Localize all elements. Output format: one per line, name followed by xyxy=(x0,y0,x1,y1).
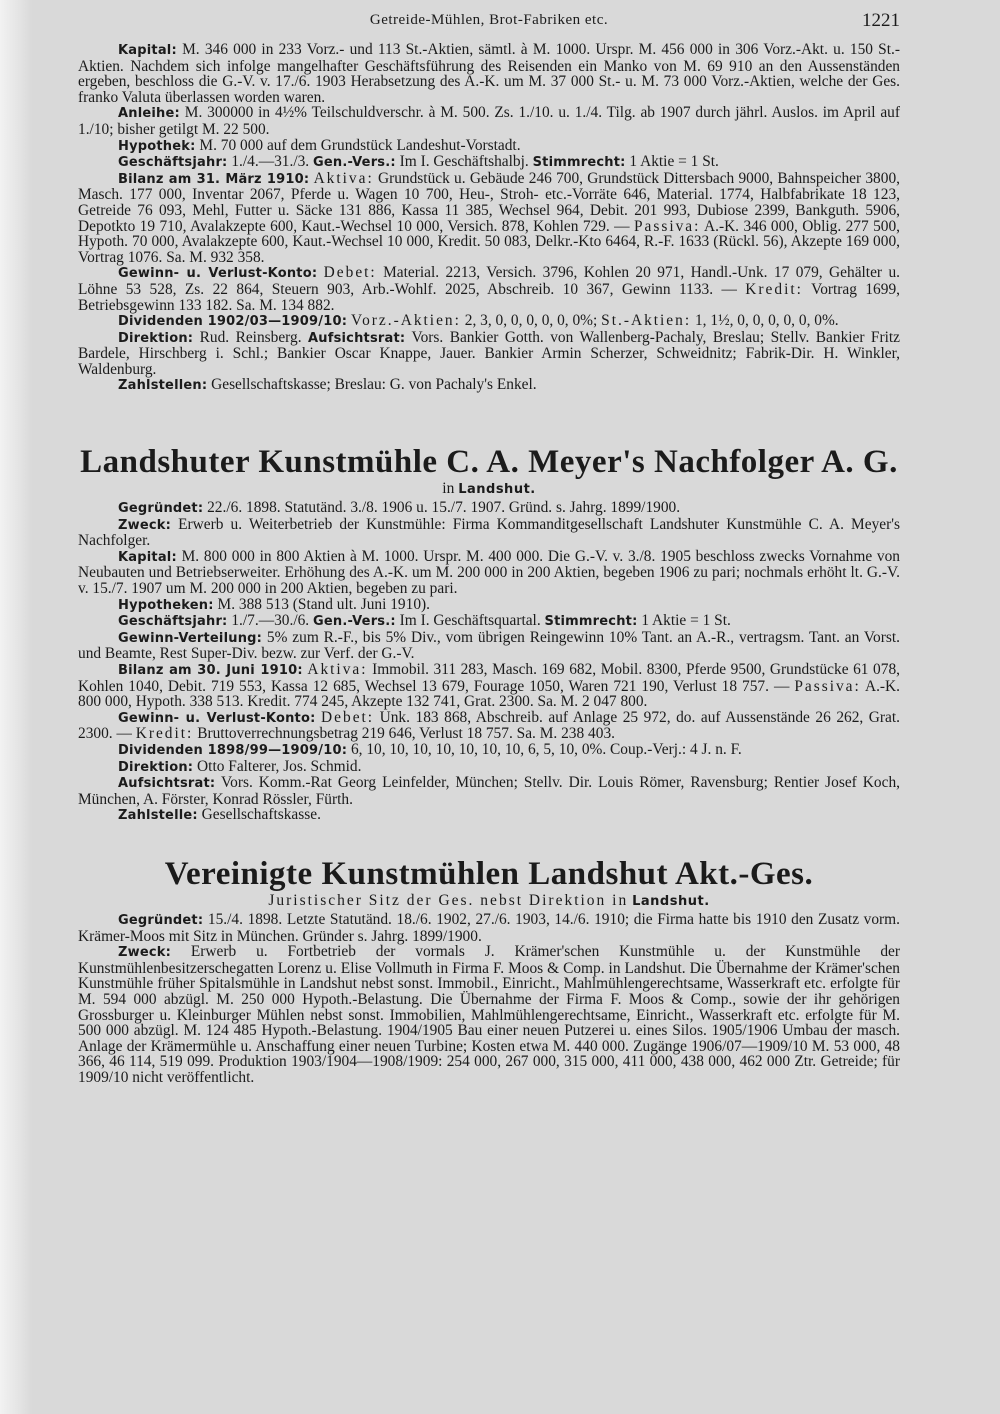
company-title: Vereinigte Kunstmühlen Landshut Akt.-Ges. xyxy=(164,855,814,892)
entry2-hypotheken xyxy=(78,597,900,614)
entry2-zahlstelle xyxy=(78,807,900,824)
bilanz-aktiva: Grundstück u. Gebäude 246 700, Grundstück Dittersbach 9000, Bahnspeicher 3800, Masch. 177 000, Inventar 2067, Pferde u. Wagen 10 700, Heu-, Stroh- etc.-Vorräte 646, Material. 1774, Halbfabrikate 18 123, Getreide 76 093, Mehl, Futter u. Säcke 131 886, Kassa 11 385, Wechsel 964, Debit. 201 993, Dubiose 2399, Bankguth. 5906, Depotkto 19 710, Avalakzepte 600, Kaut.-Wechsel 10 000, Versich. 878, Kohlen 729. — xyxy=(78,169,900,235)
gegruendet-text: 22./6. 1898. Statutänd. 3./8. 1906 u. 15./7. 1907. Gründ. s. Jahrg. 1899/1900. xyxy=(207,499,681,517)
stimmrecht-label: Stimmrecht: xyxy=(532,155,626,171)
passiva-word: Passiva: xyxy=(794,677,861,695)
entry1-anleihe xyxy=(78,105,900,137)
page-number: 1221 xyxy=(862,10,900,31)
bilanz-passiva: A.-K. 800 000, Hypoth. 338 513. Kredit. 774 245, Akzepte 132 741, Grat. 2300. Sa. M. 2 047 800. xyxy=(78,677,901,711)
hypothek-label: Hypothek: xyxy=(118,138,196,154)
direktion-label: Direktion: xyxy=(118,759,194,775)
gewinnverteilung-text: 5% zum R.-F., bis 5% Div., vom übrigen Reingewinn 10% Tant. an A.-R., vertragsm. Tant. an Vorst. und Beamte, Rest Super-Div. bezw. zur Verf. der G.-V. xyxy=(78,628,900,663)
stimmrecht-label: Stimmrecht: xyxy=(544,614,638,630)
entry1-hypothek xyxy=(78,138,900,155)
gegruendet-text: 15./4. 1898. Letzte Statutänd. 18./6. 1902, 27./6. 1903, 14./6. 1910; die Firma hatte bis 1910 den Zusatz vorm. Krämer-Moos mit Sitz in München. Gründer s. Jahrg. 1899/1900. xyxy=(78,910,900,945)
kapital-text: M. 346 000 in 233 Vorz.- und 113 St.-Aktien, sämtl. à M. 1000. Urspr. M. 456 000 in 306 Vorz.-Akt. u. 150 St.-Aktien. Nachdem sich infolge mangelhafter Geschäftsführung des Reisenden ein Manko von M. 69 910 an den Aussenständen ergeben, beschloss die G.-V. v. 17./6. 1903 Herabsetzung des A.-K. um M. 37 000 St.- u. M. 73 000 Vorz.-Aktien, welche der Ges. franko Valuta überlassen worden waren. xyxy=(78,41,900,106)
div-vorz-word: Vorz.-Aktien: xyxy=(350,312,461,330)
entry1-guv xyxy=(78,265,900,313)
entry2-dividenden xyxy=(78,742,900,759)
entry2-direktion xyxy=(78,759,900,776)
bilanz-label: Bilanz am 31. März 1910: xyxy=(118,171,310,187)
hypothek-text: M. 70 000 auf dem Grundstück Landeshut-Vorstadt. xyxy=(199,136,521,154)
stimmrecht-text: 1 Aktie = 1 St. xyxy=(641,612,731,630)
zahlstellen-text: Gesellschaftskasse; Breslau: G. von Pachaly's Enkel. xyxy=(211,376,537,394)
zahlstellen-label: Zahlstellen: xyxy=(118,378,208,394)
seat-prefix: Juristischer Sitz der Ges. nebst Direktion in xyxy=(268,891,629,909)
entry3-zweck xyxy=(78,944,900,1085)
entry1-kapital xyxy=(78,42,900,105)
guv-label: Gewinn- u. Verlust-Konto: xyxy=(118,266,318,282)
hypotheken-label: Hypotheken: xyxy=(118,597,214,613)
gegruendet-label: Gegründet: xyxy=(118,912,204,928)
gj-text: 1./4.—31./3. xyxy=(231,153,310,171)
entry1-bilanz xyxy=(78,171,900,266)
zahlstelle-text: Gesellschaftskasse. xyxy=(201,806,321,824)
entry1-direktion xyxy=(78,330,900,378)
zweck-label: Zweck: xyxy=(118,945,172,961)
gewinnverteilung-label: Gewinn-Verteilung: xyxy=(118,630,263,646)
direktion-label: Direktion: xyxy=(118,330,194,346)
running-title: Getreide-Mühlen, Brot-Fabriken etc. xyxy=(369,12,609,28)
stimmrecht-text: 1 Aktie = 1 St. xyxy=(629,153,719,171)
div-st: 1, 1½, 0, 0, 0, 0, 0, 0%. xyxy=(694,312,839,330)
bilanz-label: Bilanz am 30. Juni 1910: xyxy=(118,663,303,678)
entry2-aufsichtsrat xyxy=(78,775,900,807)
guv-label: Gewinn- u. Verlust-Konto: xyxy=(118,710,316,726)
seat-prefix: in xyxy=(442,480,455,498)
gj-label: Geschäftsjahr: xyxy=(118,155,228,171)
dividenden-label: Dividenden 1902/03—1909/10: xyxy=(118,314,348,330)
aufsichtsrat-text: Vors. Bankier Gotth. von Wallenberg-Pachaly, Breslau; Stellv. Bankier Fritz Bardele, Hirschberg i. Schl.; Bankier Oscar Knappe, Jauer. Bankier Armin Scherzer, Schweidnitz; Fabrik-Dir. H. Winkler, Waldenburg. xyxy=(78,328,901,378)
entry2-zweck xyxy=(78,517,900,549)
debet-word: Debet: xyxy=(321,708,375,726)
entry1-zahlstellen xyxy=(78,377,900,394)
company-seat xyxy=(78,892,900,910)
entry-continuation xyxy=(78,42,900,394)
bilanz-aktiva: Immobil. 311 283, Masch. 169 682, Mobil. 8300, Pferde 9500, Grundstücke 61 078, Kohlen 1040, Debit. 719 553, Kassa 12 685, Wechsel 13 679, Fourage 1050, Waren 721 190, Verlust 18 757. — xyxy=(78,661,900,695)
seat-place: Landshut. xyxy=(632,893,710,909)
gj-text: 1./7.—30./6. xyxy=(231,612,310,630)
zweck-text: Erwerb u. Fortbetrieb der vormals J. Krämer'schen Kunstmühle u. der Kunstmühle der Kunstmühlenbesitzerschegatten Lorenz u. Elise Vollmuth in Firma F. Moos & Comp. in Landshut. Die Übernahme der Krämer'schen Kunstmühle früher Spitalsmühle in Landshut nebst sonst. Immobil., Einricht., Mahlmühlengerechtsame, Wasserkraft etc. erfolgte für M. 594 000 abzügl. M. 250 000 Hypoth.-Belastung. Die Übernahme der Firma F. Moos & Comp., sowie der ihr gehörigen Grossburger u. Kleinburger Mühlen nebst sonst. Immobilien, Mahlmühlengerechtsame, Einricht., Wasserkraft etc. erfolgte für M. 500 000 abzügl. M. 124 485 Hypoth.-Belastung. 1904/1905 Bau einer neuen Putzerei u. eines Silos. 1905/1906 Umbau der masch. Anlage der Krämermühle u. Anschaffung einer neuen Turbine; Kosten etwa M. 440 000. Zugänge 1906/07—1909/10 M. 53 000, 48 366, 46 114, 519 099. Produktion 1903/1904—1908/1909: 254 000, 267 000, 315 000, 411 000, 438 000, 462 000 Ztr. Getreide; für 1909/10 nicht veröffentlicht. xyxy=(78,943,900,1086)
bilanz-passiva: A.-K. 346 000, Oblig. 277 500, Hypoth. 70 000, Avalakzepte 600, Kaut.-Wechsel 10 000, Kredit. 50 083, Delkr.-Kto 6464, R.-F. 1633 (Rückl. 56), Akzepte 169 000, Vortrag 1076. Sa. M. 932 358. xyxy=(78,217,900,266)
direktion-text: Otto Falterer, Jos. Schmid. xyxy=(197,757,362,775)
div-st-word: St.-Aktien: xyxy=(601,312,692,330)
entry2-gegruendet xyxy=(78,500,900,517)
guv-debet: Material. 2213, Versich. 3796, Kohlen 20 971, Handl.-Unk. 17 079, Gehälter u. Löhne 53 528, Zs. 22 864, Steuern 903, Arb.-Wohlf. 2025, Abschreib. 10 367, Gewinn 1133. — xyxy=(78,264,900,298)
aktiva-word: Aktiva: xyxy=(307,661,368,678)
kapital-label: Kapital: xyxy=(118,549,177,565)
aufsichtsrat-label: Aufsichtsrat: xyxy=(118,776,216,792)
company-seat xyxy=(78,480,900,498)
entry2-guv xyxy=(78,710,900,742)
debet-word: Debet: xyxy=(323,264,377,282)
entry1-geschaeftsjahr xyxy=(78,154,900,171)
genvers-text: Im I. Geschäftsquartal. xyxy=(399,612,541,630)
genvers-text: Im I. Geschäftshalbj. xyxy=(399,153,529,171)
entry2-gewinnverteilung xyxy=(78,630,900,662)
entry1-dividenden xyxy=(78,313,900,330)
aktiva-word: Aktiva: xyxy=(313,169,374,187)
zweck-label: Zweck: xyxy=(118,517,172,533)
entry2-geschaeftsjahr xyxy=(78,613,900,630)
company-title: Landshuter Kunstmühle C. A. Meyer's Nachfolger A. G. xyxy=(80,444,898,481)
guv-debet: Unk. 183 868, Abschreib. auf Anlage 25 972, do. auf Aussenstände 26 262, Grat. 2300. — xyxy=(78,708,900,743)
guv-kredit: Vortrag 1699, Betriebsgewinn 133 182. Sa. M. 134 882. xyxy=(78,280,900,314)
seat-place: Landshut. xyxy=(458,482,536,498)
hypotheken-text: M. 388 513 (Stand ult. Juni 1910). xyxy=(217,595,430,613)
kredit-word: Kredit: xyxy=(745,280,803,298)
zweck-text: Erwerb u. Weiterbetrieb der Kunstmühle: Firma Kommanditgesellschaft Landshuter Kunstmühle C. A. Meyer's Nachfolger. xyxy=(78,515,900,550)
entry3-gegruendet xyxy=(78,912,900,944)
gegruendet-label: Gegründet: xyxy=(118,501,204,517)
kapital-label: Kapital: xyxy=(118,43,177,58)
entry2-kapital xyxy=(78,549,900,597)
kredit-word: Kredit: xyxy=(135,725,194,743)
entry-vereinigte-kunstmuehlen xyxy=(78,856,900,1086)
gj-label: Geschäftsjahr: xyxy=(118,614,228,630)
anleihe-text: M. 300000 in 4½% Teilschuldverschr. à M. 500. Zs. 1./10. u. 1./4. Tilg. ab 1907 durch jährl. Auslos. im April auf 1./10; bisher getilgt M. 22 500. xyxy=(78,104,900,138)
aufsichtsrat-text: Vors. Komm.-Rat Georg Leinfelder, München; Stellv. Dir. Louis Römer, Ravensburg; Rentier Josef Koch, München, A. Förster, Konrad Rössler, Fürth. xyxy=(78,774,900,808)
kapital-text: M. 800 000 in 800 Aktien à M. 1000. Urspr. M. 400 000. Die G.-V. v. 3./8. 1905 beschloss zwecks Vornahme von Neubauten und Betriebserweiter. Erhöhung des A.-K. um M. 200 000 in 200 Aktien, begeben 1906 zu pari; nochmals erhöht lt. G.-V. v. 15./7. 1907 um M. 200 000 in 200 Aktien, begeben zu pari. xyxy=(78,547,900,598)
entry2-bilanz xyxy=(78,662,900,710)
page-gutter-shadow xyxy=(0,0,32,1414)
genvers-label: Gen.-Vers.: xyxy=(313,614,396,630)
running-head xyxy=(78,6,900,40)
aufsichtsrat-label: Aufsichtsrat: xyxy=(308,330,406,346)
div-vorz: 2, 3, 0, 0, 0, 0, 0, 0%; xyxy=(464,312,598,330)
genvers-label: Gen.-Vers.: xyxy=(313,155,396,171)
dividenden-label: Dividenden 1898/99—1909/10: xyxy=(118,742,348,758)
dividenden-text: 6, 10, 10, 10, 10, 10, 10, 10, 6, 5, 10, 0%. Coup.-Verj.: 4 J. n. F. xyxy=(350,740,742,758)
guv-kredit: Bruttoverrechnungsbetrag 219 646, Verlust 18 757. Sa. M. 238 403. xyxy=(197,725,615,743)
zahlstelle-label: Zahlstelle: xyxy=(118,808,198,824)
entry-landshuter-kunstmuehle xyxy=(78,444,900,824)
anleihe-label: Anleihe: xyxy=(118,106,180,122)
direktion-text: Rud. Reinsberg. xyxy=(199,328,302,346)
passiva-word: Passiva: xyxy=(633,217,701,235)
